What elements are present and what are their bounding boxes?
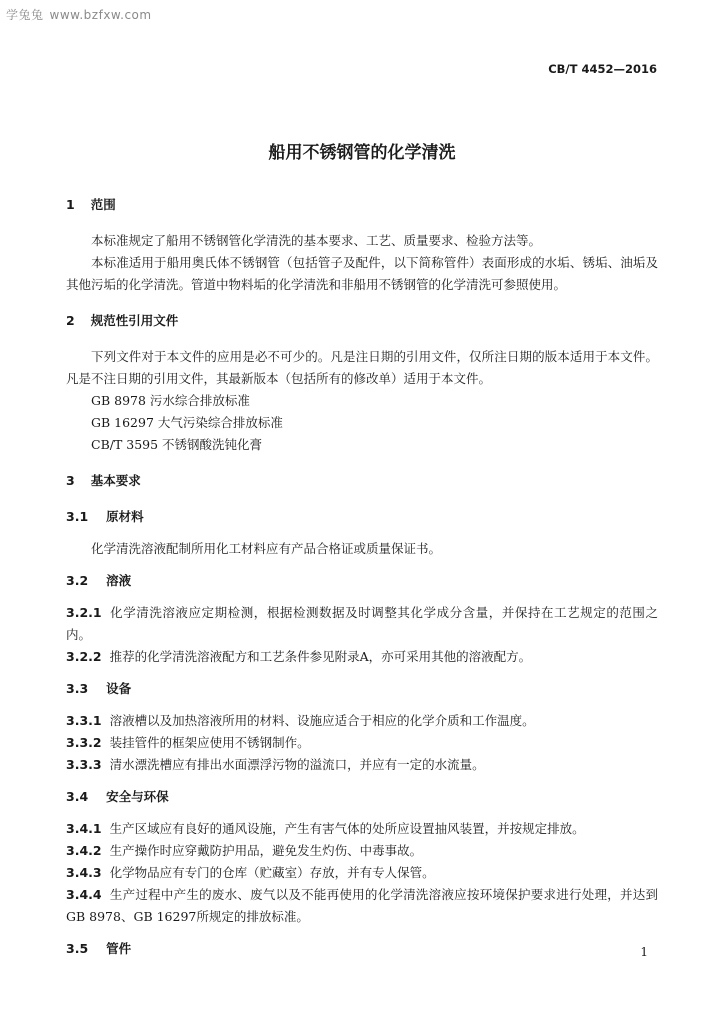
- subsection-title: 溶液: [106, 573, 132, 588]
- document-title: 船用不锈钢管的化学清洗: [268, 143, 456, 163]
- clause-number: 3.2.1: [66, 605, 102, 620]
- section-number: 3: [66, 473, 75, 488]
- subsection-number: 3.2: [66, 573, 89, 588]
- clause-text: 生产过程中产生的废水、废气以及不能再使用的化学清洗溶液应按环境保护要求进行处理，并达到GB 8978、GB 16297所规定的排放标准。: [66, 887, 658, 924]
- clause-item: [66, 646, 658, 668]
- standard-code: CB/T 4452—2016: [548, 62, 657, 76]
- subsection-3-1-heading: [66, 506, 658, 528]
- paragraph: 化学清洗溶液配制所用化工材料应有产品合格证或质量保证书。: [91, 541, 442, 556]
- clause-number: 3.3.2: [66, 735, 102, 750]
- clause-item: [66, 840, 658, 862]
- clause-number: 3.3.1: [66, 713, 102, 728]
- reference-item: CB/T 3595 不锈钢酸洗钝化膏: [91, 437, 263, 452]
- watermark: [6, 6, 152, 23]
- section-title: 规范性引用文件: [90, 313, 179, 328]
- subsection-3-2-heading: [66, 570, 658, 592]
- clause-item: [66, 602, 658, 646]
- subsection-number: 3.5: [66, 941, 89, 956]
- clause-number: 3.3.3: [66, 757, 102, 772]
- subsection-3-5-heading: [66, 938, 658, 960]
- clause-item: [66, 884, 658, 928]
- watermark-site-url: www.bzfxw.com: [49, 8, 152, 22]
- subsection-title: 安全与环保: [106, 789, 169, 804]
- reference-item: GB 16297 大气污染综合排放标准: [91, 415, 283, 430]
- clause-text: 化学物品应有专门的仓库（贮藏室）存放，并有专人保管。: [109, 865, 435, 880]
- clause-item: [66, 754, 658, 776]
- section-title: 范围: [90, 197, 116, 212]
- subsection-number: 3.4: [66, 789, 89, 804]
- subsection-title: 原材料: [106, 509, 144, 524]
- clause-number: 3.2.2: [66, 649, 102, 664]
- clause-text: 装挂管件的框架应使用不锈钢制作。: [109, 735, 310, 750]
- clause-text: 清水漂洗槽应有排出水面漂浮污物的溢流口，并应有一定的水流量。: [109, 757, 485, 772]
- subsection-number: 3.1: [66, 509, 89, 524]
- reference-item: GB 8978 污水综合排放标准: [91, 393, 250, 408]
- document-body: [66, 194, 658, 960]
- clause-text: 生产操作时应穿戴防护用品，避免发生灼伤、中毒事故。: [109, 843, 423, 858]
- subsection-3-4-heading: [66, 786, 658, 808]
- section-2-heading: [66, 310, 658, 332]
- clause-item: [66, 732, 658, 754]
- subsection-number: 3.3: [66, 681, 89, 696]
- page-number: 1: [640, 945, 648, 959]
- clause-text: 溶液槽以及加热溶液所用的材料、设施应适合于相应的化学介质和工作温度。: [109, 713, 535, 728]
- paragraph: 本标准规定了船用不锈钢管化学清洗的基本要求、工艺、质量要求、检验方法等。: [91, 233, 542, 248]
- section-1-heading: [66, 194, 658, 216]
- clause-number: 3.4.3: [66, 865, 102, 880]
- paragraph: 本标准适用于船用奥氏体不锈钢管（包括管子及配件，以下简称管件）表面形成的水垢、锈垢、油垢及其他污垢的化学清洗。管道中物料垢的化学清洗和非船用不锈钢管的化学清洗可参照使用。: [66, 255, 658, 292]
- section-number: 1: [66, 197, 75, 212]
- section-3-heading: [66, 470, 658, 492]
- subsection-title: 管件: [106, 941, 132, 956]
- paragraph: 下列文件对于本文件的应用是必不可少的。凡是注日期的引用文件，仅所注日期的版本适用于本文件。凡是不注日期的引用文件，其最新版本（包括所有的修改单）适用于本文件。: [66, 349, 658, 386]
- subsection-3-3-heading: [66, 678, 658, 700]
- clause-number: 3.4.2: [66, 843, 102, 858]
- clause-number: 3.4.1: [66, 821, 102, 836]
- subsection-title: 设备: [106, 681, 132, 696]
- watermark-site-name: 学兔兔: [6, 8, 44, 22]
- clause-text: 化学清洗溶液应定期检测，根据检测数据及时调整其化学成分含量，并保持在工艺规定的范围之内。: [66, 605, 658, 642]
- clause-text: 生产区域应有良好的通风设施，产生有害气体的处所应设置抽风装置，并按规定排放。: [109, 821, 585, 836]
- clause-item: [66, 818, 658, 840]
- clause-item: [66, 862, 658, 884]
- clause-number: 3.4.4: [66, 887, 102, 902]
- section-number: 2: [66, 313, 75, 328]
- clause-item: [66, 710, 658, 732]
- clause-text: 推荐的化学清洗溶液配方和工艺条件参见附录A，亦可采用其他的溶液配方。: [109, 649, 532, 664]
- section-title: 基本要求: [90, 473, 141, 488]
